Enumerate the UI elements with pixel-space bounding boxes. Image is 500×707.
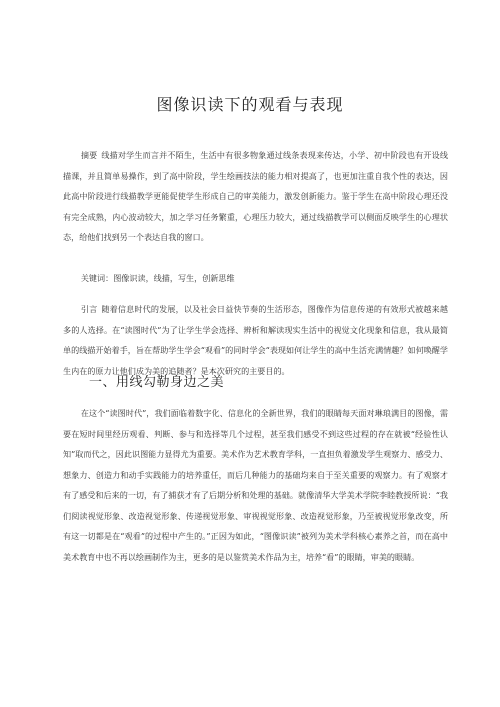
abstract-text: 线描对学生而言并不陌生，生活中有很多物象通过线条表现来传达，小学、初中阶段也有开设线描课，并且简单易操作，到了高中阶段，学生绘画技法的能力相对提高了，也更加注重自我个性的表达，因此高中阶段进行线描教学更能促使学生形成自己的审美能力，激发创新能力。鉴于学生在高中阶段心理还没有完全成熟，内心波动较大，加之学习任务繁重，心理压力较大，通过线描教学可以侧面反映学生的心理状态，给他们找到另一个表达自我的窗口。	[63, 150, 448, 242]
intro-label: 引言	[80, 304, 98, 314]
abstract-label: 摘要	[80, 150, 98, 160]
document-title: 图像识读下的观看与表现	[156, 95, 344, 114]
abstract-paragraph	[63, 145, 448, 248]
intro-text: 随着信息时代的发展，以及社会日益快节奏的生活形态，图像作为信息传递的有效形式被越来越多的人选择。在“读图时代”为了让学生学会选择、辨析和解读现实生活中的视觉文化现象和信息，我从最简单的线描开始着手，旨在帮助学生学会“观看”的同时学会“表现如何让学生的高中生活充满情趣？如何唤醒学生内在的原力让他们成为美的追随者？是本次研究的主要目的。	[63, 304, 448, 376]
section-paragraph: 在这个“读图时代”，我们面临着数字化、信息化的全新世界，我们的眼睛每天面对琳琅满目的图像，需要在短时间里经历观看、判断、参与和选择等几个过程，甚至我们感受不到这些过程的存在就被“经验性认知”取而代之，因此识图能力显得尤为重要。美术作为艺术教育学科，一直担负着激发学生观察力、感受力、想象力、创造力和动手实践能力的培养重任，而后几种能力的基础均来自于至关重要的观察力。有了观察才有了感受和后来的一切，有了捕获才有了后期分析和处理的基础。就像清华大学美术学院李睦教授所说：“我们阅读视觉形象、改造视觉形象、传递视觉形象、审视视觉形象、改造视觉形象，乃至被视觉形象改变，所有这一切都是在“观看”的过程中产生的。”正因为如此，“图像识读”被列为美术学科核心素养之首，而在高中美术教育中也不再以绘画制作为主，更多的是以鉴赏美术作品为主，培养“看”的眼睛，审美的眼睛。	[63, 408, 448, 562]
intro-paragraph	[63, 299, 448, 381]
keywords-line: 关键词：图像识读，线描，写生，创新思维	[80, 273, 235, 283]
section-heading: 一、用线勾勒身边之美	[89, 375, 225, 390]
